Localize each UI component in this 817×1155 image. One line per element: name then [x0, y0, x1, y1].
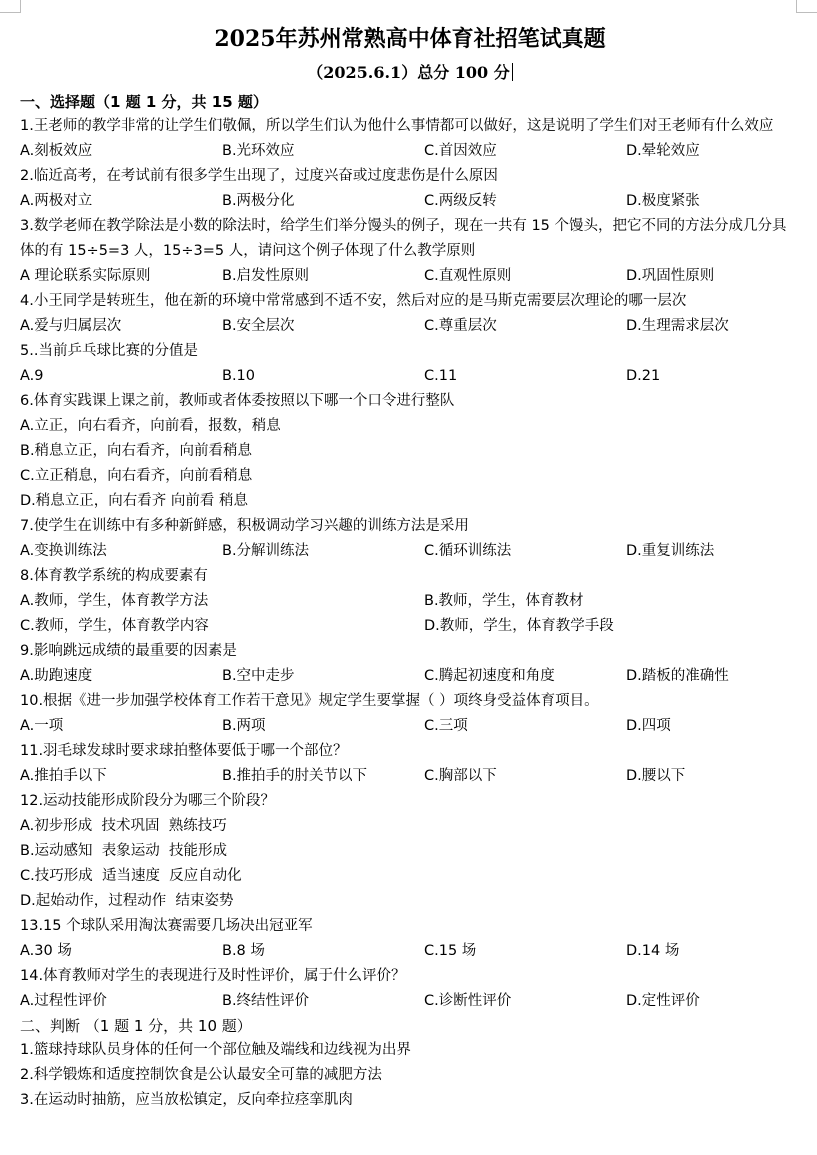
options-row	[20, 989, 800, 1014]
option-a: A.教师，学生，体育教学方法	[20, 593, 209, 609]
option-d: D.生理需求层次	[626, 318, 729, 334]
option-c: C.11	[424, 368, 458, 384]
option-c: C.三项	[424, 718, 468, 734]
judgment-item-1: 1.篮球持球队员身体的任何一个部位触及端线和边线视为出界	[20, 1042, 411, 1058]
option-d: D.极度紧张	[626, 193, 700, 209]
option-b: B.10	[222, 368, 256, 384]
option-b: B.运动感知 表象运动 技能形成	[20, 843, 227, 859]
page-corner-marker-right	[796, 0, 817, 13]
option-b: B.分解训练法	[222, 543, 310, 559]
judgment-item-3: 3.在运动时抽筋，应当放松镇定，反向牵拉痉挛肌肉	[20, 1092, 353, 1108]
option-c: C.技巧形成 适当速度 反应自动化	[20, 868, 242, 884]
document-page	[20, 22, 800, 1113]
option-a: A.一项	[20, 718, 64, 734]
document-subtitle[interactable]	[20, 56, 800, 90]
options-row	[20, 939, 800, 964]
options-row	[20, 664, 800, 689]
option-a: A.初步形成 技术巩固 熟练技巧	[20, 818, 227, 834]
options-row	[20, 764, 800, 789]
document-title: 2025年苏州常熟高中体育社招笔试真题	[214, 26, 606, 52]
option-c: C.诊断性评价	[424, 993, 512, 1009]
option-a: A.立正，向右看齐，向前看，报数，稍息	[20, 418, 281, 434]
question-2: 2.临近高考，在考试前有很多学生出现了，过度兴奋或过度悲伤是什么原因	[20, 168, 498, 184]
option-a: A.推拍手以下	[20, 768, 107, 784]
options-row	[20, 139, 800, 164]
options-row	[20, 314, 800, 339]
option-d: D.四项	[626, 718, 671, 734]
section-heading-choice: 一、选择题（1 题 1 分，共 15 题）	[20, 93, 268, 111]
option-a: A.刻板效应	[20, 143, 93, 159]
option-a: A.过程性评价	[20, 993, 107, 1009]
option-c: C.首因效应	[424, 143, 497, 159]
option-a: A.30 场	[20, 943, 72, 959]
option-b: B.8 场	[222, 943, 265, 959]
question-7: 7.使学生在训练中有多种新鲜感，积极调动学习兴趣的训练方法是采用	[20, 518, 469, 534]
option-a: A 理论联系实际原则	[20, 268, 151, 284]
option-b: B.光环效应	[222, 143, 295, 159]
option-a: A.助跑速度	[20, 668, 93, 684]
option-b: B.教师，学生，体育教材	[424, 593, 584, 609]
option-c: C.尊重层次	[424, 318, 497, 334]
subtitle-text: （2025.6.1）总分 100 分	[307, 63, 510, 82]
option-d: D.21	[626, 368, 661, 384]
option-d: D.稍息立正，向右看齐 向前看 稍息	[20, 493, 248, 509]
option-c: C.直观性原则	[424, 268, 512, 284]
option-c: C.胸部以下	[424, 768, 497, 784]
option-b: B.推拍手的肘关节以下	[222, 768, 368, 784]
question-6: 6.体育实践课上课之前，教师或者体委按照以下哪一个口令进行整队	[20, 393, 455, 409]
option-b: B.两极分化	[222, 193, 295, 209]
question-14: 14.体育教师对学生的表现进行及时性评价，属于什么评价？	[20, 968, 406, 984]
option-c: C.立正稍息，向右看齐，向前看稍息	[20, 468, 253, 484]
options-row	[20, 589, 800, 614]
option-d: D.教师，学生，体育教学手段	[424, 618, 614, 634]
option-d: D.定性评价	[626, 993, 700, 1009]
option-c: C.教师，学生，体育教学内容	[20, 618, 209, 634]
option-b: B.空中走步	[222, 668, 295, 684]
option-b: B.启发性原则	[222, 268, 310, 284]
options-row	[20, 539, 800, 564]
option-a: A.变换训练法	[20, 543, 107, 559]
option-a: A.爱与归属层次	[20, 318, 122, 334]
option-c: C.循环训练法	[424, 543, 512, 559]
page-corner-marker-left	[0, 0, 21, 13]
option-d: D.晕轮效应	[626, 143, 700, 159]
option-c: C.腾起初速度和角度	[424, 668, 555, 684]
option-d: D.踏板的准确性	[626, 668, 729, 684]
option-a: A.9	[20, 368, 44, 384]
options-row	[20, 614, 800, 639]
question-1: 1.王老师的教学非常的让学生们敬佩，所以学生们认为他什么事情都可以做好，这是说明了学生们对王老师有什么效应	[20, 118, 774, 134]
question-12: 12.运动技能形成阶段分为哪三个阶段？	[20, 793, 276, 809]
question-4: 4.小王同学是转班生，他在新的环境中常常感到不适不安，然后对应的是马斯克需要层次理论的哪一层次	[20, 293, 687, 309]
question-13: 13.15 个球队采用淘汰赛需要几场决出冠亚军	[20, 918, 313, 934]
question-5: 5..当前乒乓球比赛的分值是	[20, 343, 198, 359]
option-d: D.重复训练法	[626, 543, 715, 559]
option-d: D.巩固性原则	[626, 268, 715, 284]
question-10: 10.根据《进一步加强学校体育工作若干意见》规定学生要掌握（ ）项终身受益体育项目。	[20, 693, 599, 709]
option-b: B.终结性评价	[222, 993, 310, 1009]
judgment-item-2: 2.科学锻炼和适度控制饮食是公认最安全可靠的减肥方法	[20, 1067, 382, 1083]
option-a: A.两极对立	[20, 193, 93, 209]
option-b: B.安全层次	[222, 318, 295, 334]
option-d: D.起始动作，过程动作 结束姿势	[20, 893, 234, 909]
options-row	[20, 364, 800, 389]
options-row	[20, 189, 800, 214]
options-row	[20, 714, 800, 739]
question-11: 11.羽毛球发球时要求球拍整体要低于哪一个部位？	[20, 743, 348, 759]
option-b: B.两项	[222, 718, 266, 734]
option-d: D.14 场	[626, 943, 680, 959]
option-d: D.腰以下	[626, 768, 686, 784]
section-heading-judgment: 二、判断 （1 题 1 分，共 10 题）	[20, 1017, 252, 1035]
option-c: C.两级反转	[424, 193, 497, 209]
question-3: 3.数学老师在教学除法是小数的除法时，给学生们举分馒头的例子，现在一共有 15 个馒头，把它不同的方法分成几分具体的有 15÷5=3 人，15÷3=5 人，请问这个例子体现了什么教学原则	[20, 218, 787, 259]
question-8: 8.体育教学系统的构成要素有	[20, 568, 208, 584]
text-cursor	[512, 63, 513, 81]
question-9: 9.影响跳远成绩的最重要的因素是	[20, 643, 237, 659]
option-b: B.稍息立正，向右看齐，向前看稍息	[20, 443, 253, 459]
option-c: C.15 场	[424, 943, 477, 959]
options-row	[20, 264, 800, 289]
